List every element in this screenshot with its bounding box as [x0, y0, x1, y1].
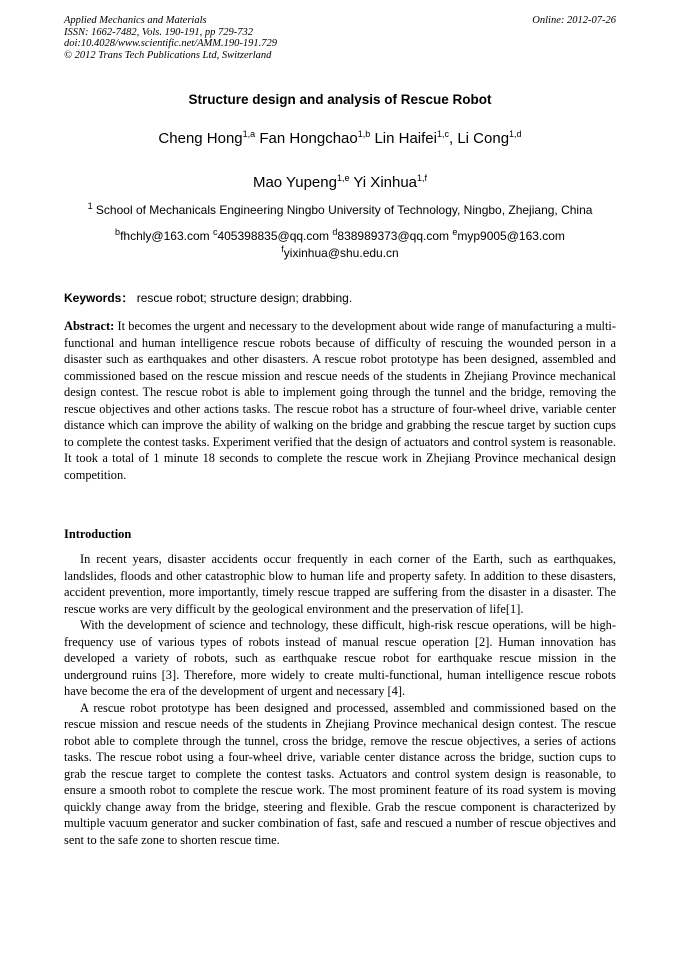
authors-line-2: [64, 174, 616, 191]
abstract-text: It becomes the urgent and necessary to the development about wide range of manufacturing a multi-functional and human intelligence rescue robots because of difficulty of rescuing the wounded person in a disaster such as earthquakes and other disasters. A rescue robot prototype has been designed, assembled and commissioned based on the rescue mission and rescue needs of the students in Zhejiang Province mechanical design contest. The rescue robot is able to implement going through the tunnel and the bridge, removing the rescue objectives and other actions tasks. The rescue robot has a structure of four-wheel drive, variable center distance which can improve the ability of walking on the bridge and grabbing the rescue target by suction cups to complete the contest tasks. Experiment verified that the design of actuators and control system is reasonable. It took a total of 1 minute 18 seconds to complete the rescue work in Zhejiang Province mechanical design competition.: [64, 319, 616, 482]
section-heading-introduction: Introduction: [64, 527, 132, 541]
journal-name: Applied Mechanics and Materials: [64, 15, 207, 26]
keywords-text: rescue robot; structure design; drabbing.: [136, 291, 353, 305]
paragraph: In recent years, disaster accidents occur frequently in each corner of the Earth, such as earthquakes, landslides, floods and other catastrophic blow to human life and property safety. In addition to these disasters, accident prevention, more importantly, timely rescue trapped are suffering from the disaster in a disaster. The rescue works are very difficult by the geological environment and the preservation of life[1].: [64, 552, 616, 616]
keywords: [64, 289, 616, 306]
online-date: Online: 2012-07-26: [532, 15, 616, 26]
introduction-body: [64, 551, 616, 848]
paper-title: Structure design and analysis of Rescue Robot: [188, 92, 492, 107]
email: $^b$fhchly@163.com: [115, 227, 213, 243]
authors-line-1: [64, 130, 616, 147]
paragraph: With the development of science and technology, these difficult, high-risk rescue operations, will be high-frequency use of various types of robots instead of manual rescue operation [2]. Human innovation has developed a variety of robots, such as earthquake rescue robot for earthquake rescue mission in the underground ruins [3]. Therefore, more widely to create multi-functional, human intelligence rescue robots have become the era of the development of urgent and necessary [4].: [64, 618, 616, 698]
keywords-label: Keywords：: [64, 291, 134, 305]
author: Lin Haifei$^{1,c}$,: [374, 129, 458, 147]
email: $^d$838989373@qq.com: [332, 227, 453, 243]
email: $^e$myp9005@163.com: [452, 227, 565, 243]
journal-header: [64, 15, 616, 61]
journal-copyright: © 2012 Trans Tech Publications Ltd, Switzerland: [64, 49, 272, 61]
journal-doi: doi:10.4028/www.scientific.net/AMM.190-191.729: [64, 38, 277, 49]
email: $^c$405398835@qq.com: [212, 227, 333, 243]
author: Yi Xinhua$^{1,f}$: [353, 173, 428, 191]
journal-issn: ISSN: 1662-7482, Vols. 190-191, pp 729-732: [64, 26, 253, 38]
author: Fan Hongchao$^{1,b}$: [259, 129, 371, 147]
author-emails: [64, 229, 616, 243]
author: Mao Yupeng$^{1,e}$: [252, 173, 350, 191]
author-emails-line-2: [64, 246, 616, 260]
abstract-label: Abstract:: [64, 319, 115, 333]
paragraph: A rescue robot prototype has been designed and processed, assembled and commissioned based on the rescue mission and rescue needs of the students in Zhejiang Province mechanical design contest. The rescue robot able to complete through the tunnel, cross the bridge, remove the rescue objectives, a series of actions tasks. The rescue robot using a four-wheel drive, variable center distance across the bridge, suction cups to grab the rescue target to complete the contest tasks. Actuators and control system design is reasonable, to ensure a smooth robot to complete the rescue work. The most prominent feature of its road system is moving quickly change away from the bridge, steering and flexible. Grab the rescue component is characterized by multiple vacuum generator and sucker combination of fast, safe and rescued a number of rescue objectives and sent to the safe zone to shorten rescue time.: [64, 700, 616, 847]
author: Li Cong$^{1,d}$: [457, 129, 522, 147]
affiliation: $^1$ School of Mechanicals Engineering Ningbo University of Technology, Ningbo, Zhejiang, China: [87, 201, 593, 217]
abstract: [64, 318, 616, 483]
email: $^f$yixinhua@shu.edu.cn: [281, 244, 399, 260]
author: Cheng Hong$^{1,a}$: [158, 129, 256, 147]
